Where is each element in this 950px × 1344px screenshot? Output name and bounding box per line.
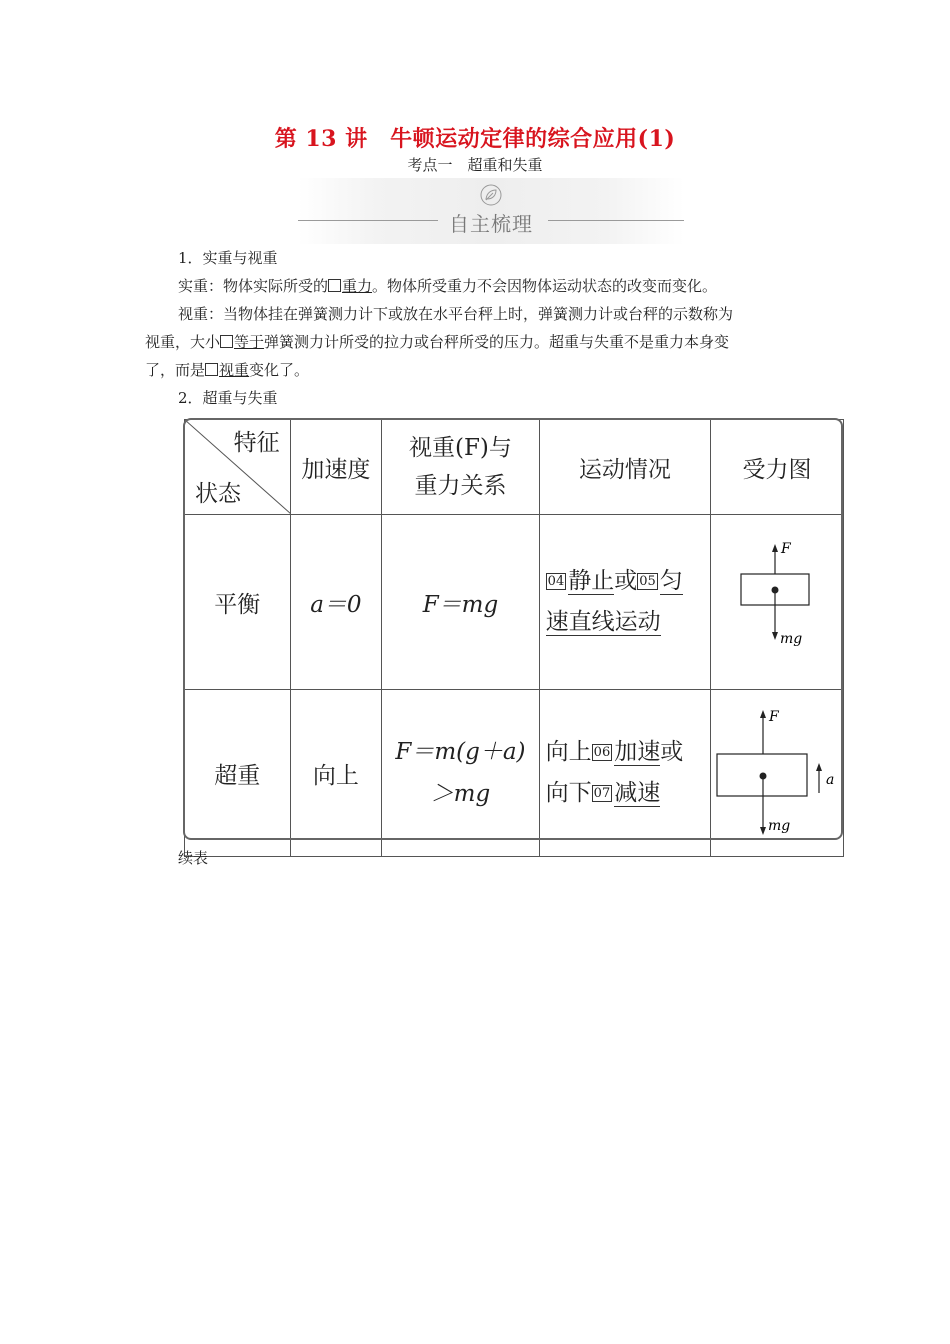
header-motion: 运动情况: [539, 420, 710, 515]
text: 向下: [545, 780, 592, 806]
table-row: [185, 690, 844, 857]
corner-feature-label: 特征: [233, 430, 280, 456]
header-accel: 加速度: [290, 420, 382, 515]
header-relation-line1: 视重(F)与: [409, 435, 512, 461]
paragraph-apparent-weight-line3: [145, 356, 309, 385]
answer-text: 等于: [234, 333, 265, 351]
relation-line1: F＝m(g＋a): [395, 739, 526, 765]
section-subtitle: 考点一 超重和失重: [407, 156, 543, 174]
text: 或: [660, 739, 684, 765]
text: 弹簧测力计所受的拉力或台秤所受的压力。超重与失重不是重力本身变: [264, 333, 730, 351]
blank-box: [328, 279, 341, 292]
accel-value: a＝0: [290, 515, 382, 690]
answer-number: 05: [639, 574, 656, 589]
force-label-mg: mg: [767, 818, 791, 834]
answer-text: 重力: [342, 277, 373, 295]
banner-rule-right: [548, 220, 684, 221]
paragraph-apparent-weight-line1: 视重：当物体挂在弹簧测力计下或放在水平台秤上时，弹簧测力计或台秤的示数称为: [178, 305, 734, 323]
force-diagram: [711, 515, 843, 683]
header-relation-line2: 重力关系: [414, 473, 507, 499]
page-title: 第 13 讲 牛顿运动定律的综合应用(1): [274, 126, 676, 152]
force-diagram-balance: [710, 515, 843, 690]
relation-value: [382, 690, 539, 857]
force-label-mg: mg: [779, 631, 803, 647]
heading-2: 2．超重与失重: [178, 389, 278, 407]
motion-cell: [539, 690, 710, 857]
header-force-diagram: 受力图: [710, 420, 843, 515]
paragraph-apparent-weight-line2: [145, 328, 729, 357]
table-row: [185, 515, 844, 690]
relation-line2: ＞mg: [430, 781, 491, 807]
answer-number: 07: [593, 786, 611, 801]
answer-text: 速直线运动: [545, 609, 661, 635]
answer-text: 加速: [614, 739, 661, 765]
blank-box: [220, 335, 233, 348]
force-label-F: F: [780, 541, 791, 557]
state-balance: 平衡: [185, 515, 291, 690]
heading-1: 1．实重与视重: [178, 249, 278, 267]
header-relation: [382, 420, 539, 515]
corner-cell: [185, 420, 291, 515]
answer-text: 减速: [614, 780, 661, 806]
section-banner: [298, 178, 684, 244]
text: 向上: [545, 739, 592, 765]
state-overweight: 超重: [185, 690, 291, 857]
relation-value: F＝mg: [382, 515, 539, 690]
force-diagram: [711, 690, 843, 850]
accel-label-a: a: [825, 772, 835, 788]
paragraph-real-weight: [178, 272, 717, 301]
text: 视重，大小: [145, 333, 221, 351]
answer-text: 静止: [568, 568, 615, 594]
force-diagram-overweight: [710, 690, 843, 857]
answer-text: 视重: [219, 361, 250, 379]
banner-label: 自主梳理: [449, 212, 533, 236]
answer-number: 04: [547, 574, 565, 589]
motion-cell: [539, 515, 710, 690]
table-header-row: [185, 420, 844, 515]
answer-number: 06: [593, 745, 611, 760]
continued-label: 续表: [178, 849, 209, 867]
answer-text: 匀: [659, 568, 683, 594]
text: 了，而是: [145, 361, 206, 379]
blank-box: [205, 363, 218, 376]
corner-state-label: 状态: [195, 481, 241, 507]
text: 实重：物体实际所受的: [178, 277, 329, 295]
leaf-icon: [480, 184, 502, 206]
text: 或: [614, 568, 638, 594]
weight-table: [184, 419, 844, 857]
text: 变化了。: [249, 361, 310, 379]
text: 。物体所受重力不会因物体运动状态的改变而变化。: [372, 277, 718, 295]
force-label-F: F: [768, 709, 779, 725]
accel-direction: 向上: [290, 690, 382, 857]
